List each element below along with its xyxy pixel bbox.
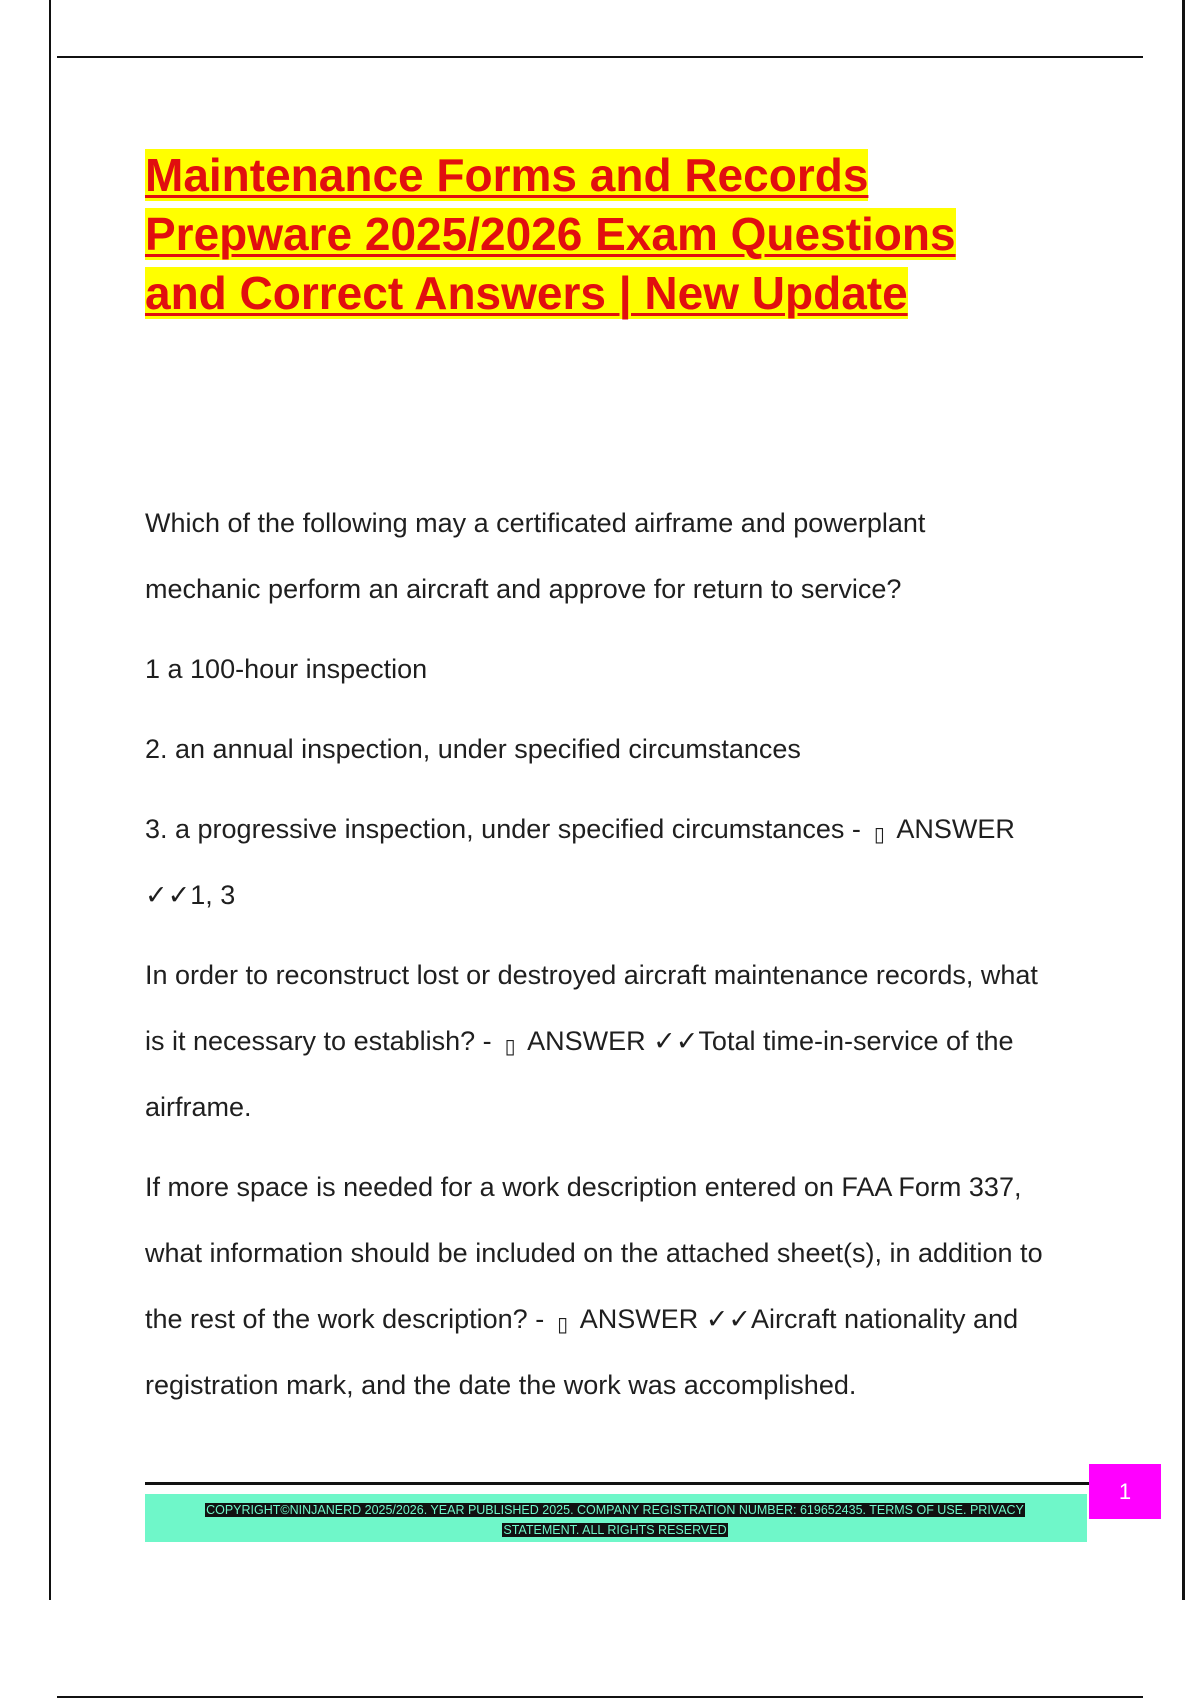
- page-break-rule: [57, 1696, 1143, 1698]
- header-rule: [57, 56, 1143, 58]
- question-1-answer: ✓✓1, 3: [145, 880, 236, 910]
- question-2: [145, 942, 1095, 1140]
- question-1-option-3: [145, 796, 1095, 862]
- page-border-left: [49, 0, 51, 1600]
- question-3-line-2: what information should be included on the attached sheet(s), in addition to: [145, 1238, 1043, 1268]
- question-1-line-1: Which of the following may a certificated airframe and powerplant: [145, 508, 926, 538]
- question-2-line-1: In order to reconstruct lost or destroyed aircraft maintenance records, what: [145, 960, 1038, 990]
- question-2-answer: ANSWER ✓✓Total time-in-service of the: [521, 1026, 1014, 1056]
- question-1-line-2: mechanic perform an aircraft and approve for return to service?: [145, 574, 902, 604]
- copyright-line-1: COPYRIGHT©NINJANERD 2025/2026. YEAR PUBLISHED 2025. COMPANY REGISTRATION NUMBER: 619652435. TERMS OF USE. PRIVACY: [206, 1503, 1024, 1517]
- question-3: [145, 1154, 1095, 1418]
- missing-glyph-icon: ▯: [557, 1312, 569, 1336]
- footer-rule: [145, 1482, 1090, 1485]
- document-title: [145, 146, 1045, 323]
- question-2-line-2: [145, 1008, 1095, 1074]
- missing-glyph-icon: ▯: [504, 1034, 516, 1058]
- option-3-text: 3. a progressive inspection, under specified circumstances -: [145, 814, 869, 844]
- copyright-notice: [170, 1500, 1060, 1540]
- question-3-line-4: registration mark, and the date the work was accomplished.: [145, 1370, 857, 1400]
- page-border-right: [1182, 0, 1185, 1600]
- document-body: [145, 490, 1095, 1418]
- question-1-option-2: 2. an annual inspection, under specified circumstances: [145, 734, 801, 764]
- title-line-2: Prepware 2025/2026 Exam Questions: [145, 208, 956, 260]
- answer-label: ANSWER: [890, 814, 1015, 844]
- question-3-line-1: If more space is needed for a work description entered on FAA Form 337,: [145, 1172, 1022, 1202]
- question-1-option-1: 1 a 100-hour inspection: [145, 654, 428, 684]
- question-3-answer: ANSWER ✓✓Aircraft nationality and: [573, 1304, 1019, 1334]
- title-line-1: Maintenance Forms and Records: [145, 149, 869, 201]
- question-1: [145, 490, 1095, 928]
- question-2-prefix: is it necessary to establish? -: [145, 1026, 500, 1056]
- question-3-line-3: [145, 1286, 1095, 1352]
- missing-glyph-icon: ▯: [873, 822, 885, 846]
- page-number-badge: 1: [1089, 1464, 1161, 1519]
- title-line-3: and Correct Answers | New Update: [145, 267, 908, 319]
- question-2-line-3: airframe.: [145, 1092, 252, 1122]
- question-3-prefix: the rest of the work description? -: [145, 1304, 552, 1334]
- copyright-line-2: STATEMENT. ALL RIGHTS RESERVED: [503, 1523, 727, 1537]
